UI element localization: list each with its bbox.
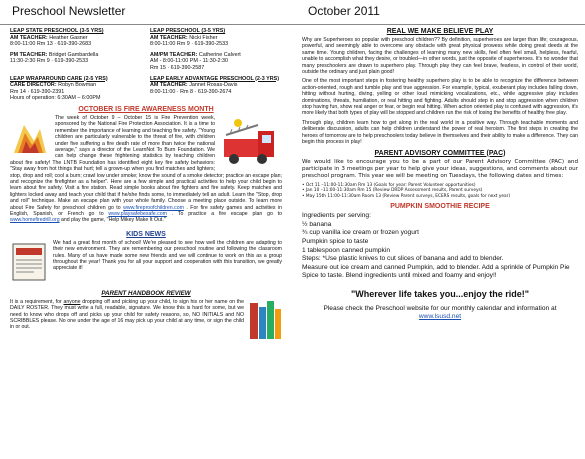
- staff-block: [10, 28, 142, 48]
- right-column: [302, 28, 578, 322]
- fire-awareness-text: The week of October 9 – October 15 is Fire Prevention week, sponsored by the National Fire Protection Association. It is a time to remember the importance of learning and teaching fire safety. "Young children are particularly vulnerable to the threat of fire, with children under five suffering a fire death rate of more than twice the national average," says a director of the LearnNot To Burn Foundation. We can help change these frightening statistics by teaching children about fire safety! The LNTB Foundation has identified eight key fire safety behaviors: "Stay away from hot things that hurt; tell a grown-up when you find matches and lighters; stop, drop and roll; cool a burn; crawl low under smoke; know the sound of a smoke detector; practice an escape plan; and recognize the firefighter as a helper". Here are a few simple and practical activities to help your child begin to learn about fire safety. Visit a fire station. Read simple books about fire fighters and fire safety. Keep matches and lighters locked away and teach your child that if he/she finds some, to immediately tell an adult. Learn the "Stop, drop and roll" technique. Make an escape plan with your whole family. Choose a meeting place outside. To learn more about Fire Safety for preschool children go to www.fireproofchildren.com . For fire safety games and activities in English, Spanish, or French go to www.playsafebesafe.com . To practice a fire escape plan go to www.homefiredrill.org and play the game, "Help Mikey Make It Out.": [10, 114, 282, 224]
- staff-line: AM/PM TEACHER: Catherine Calvert: [150, 51, 241, 58]
- staff-line: 8:00-11:00 · Rm 8 · 619-390-2674: [150, 88, 232, 95]
- staff-line: AM - 8:00-11:00 PM - 11:30-2:30: [150, 58, 229, 65]
- playsafebesafe-link[interactable]: www.playsafebesafe.com: [108, 211, 167, 218]
- staff-block: [150, 28, 282, 48]
- kids-news-heading: KIDS NEWS: [126, 230, 166, 238]
- homefiredrill-link[interactable]: www.homefiredrill.org: [10, 217, 60, 224]
- fire-truck-illustration: [220, 117, 282, 169]
- pac-meeting-list: [302, 183, 578, 200]
- handbook-review-heading: PARENT HANDBOOK REVIEW: [101, 289, 191, 297]
- newsletter-header: [0, 0, 585, 25]
- closing-text: Please check the Preschool website for our monthly calendar and information at www.lsusd.net: [323, 305, 557, 321]
- staff-section-title: LEAP STATE PRESCHOOL (3-5 YRS): [10, 28, 104, 34]
- handbook-review-text: It is a requirement, for anyone dropping off and picking up your child, to sign his or her name on the DAILY ROSTER. They must write a full, readable, signature. We know this is hard for some, but we need to know who drops off and picks up your child for safety reasons, so, NO INITIALS and NO SCRIBBLES please. No one under the age of 16 may pick up your child at any time, or sign the child in or out.: [10, 298, 244, 331]
- closing-quote: "Wherever life takes you...enjoy the ride!": [350, 289, 530, 300]
- fire-safety-illustration: [10, 115, 50, 157]
- pac-meeting-item: • May 15th 11:00-11:30am Room 13 (Review Parent surveys, ECERS results, goals for next year): [302, 193, 511, 199]
- staff-line: 8:00-11:00 Rm 9 · 619-390-2533: [150, 41, 229, 48]
- staff-directory: [10, 28, 282, 102]
- newsletter-date: October 2011: [308, 4, 380, 18]
- staff-section-title: LEAP WRAPAROUND CARE (2-5 YRS): [10, 75, 108, 82]
- recipe-line: ¾ cup vanilla ice cream or frozen yogurt: [302, 229, 419, 237]
- kids-news-text: We had a great first month of school! We're pleased to see how well the children are adapting to their new environment. They are remembering our preschool routine and following the classroom rules. Many of us have made some new friends and we will continue to work on this as a group throughout the year! Thank you for all your support and cooperation with this transition, we greatly appreciate it!: [53, 239, 282, 272]
- staff-line: 11:30-2:30 Rm 9 · 619-390-2533: [10, 58, 89, 65]
- make-believe-text-1: Why are Superheroes so popular with preschool children?? By definition, superheroes are larger than life; courageous, powerful, and seemingly able to overcome any obstacle with great physical prowess while doing great deeds at the same time. Young children, facing the challenges of learning many new skills, feel often feel small, helpless, fearful, unable to accomplish what they desire, or troubled—in other words, just the opposite of superheroes. It's no wonder that many preschoolers are drawn to superhero play. Through play they can feel brave, fearless, in control of their world, outside the ordinary and just plain good!: [302, 37, 578, 76]
- kids-news-newspaper-icon: [10, 240, 48, 284]
- staff-section-title: LEAP EARLY ADVANTAGE PRESCHOOL (2-3 YRS): [150, 75, 279, 82]
- staff-line: AM TEACHER: Heather Gasner: [10, 34, 88, 41]
- staff-block: [150, 52, 282, 72]
- smoothie-recipe: [302, 212, 578, 281]
- books-illustration: [248, 299, 282, 341]
- left-column: [10, 28, 282, 341]
- recipe-line: Pumpkin spice to taste: [302, 238, 369, 246]
- fireproofchildren-link[interactable]: www.fireproofchildren.com: [123, 204, 184, 211]
- fire-awareness-heading: OCTOBER IS FIRE AWARENESS MONTH: [78, 105, 214, 113]
- recipe-line: Measure out ice cream and canned Pumpkin, add to blender. Add a sprinkle of Pumpkin Pie Spice to taste. Blend ingredients until mixed and foamy and enjoy!!: [302, 263, 570, 280]
- staff-block: [10, 52, 142, 72]
- staff-line: Hours of operation: 6:30AM – 6:00PM: [10, 95, 101, 102]
- pac-meeting-item: • Jan 10 –11:00-11:30am Rm 15 (Review DRDP Assessment results, Parent surveys): [302, 188, 483, 194]
- recipe-line: ½ banana: [302, 220, 332, 228]
- recipe-line: Steps: *Use plastic knives to cut slices of banana and add to blender.: [302, 255, 504, 263]
- staff-block: [150, 76, 282, 102]
- staff-line: PM TEACHER: Bridget Gambardella: [10, 51, 99, 58]
- recipe-line: Ingredients per serving:: [302, 212, 371, 220]
- pac-heading: PARENT ADVISORY COMMITTEE (PAC): [374, 149, 506, 157]
- staff-line: AM TEACHER: Jannet Rosas-Davis: [150, 82, 238, 89]
- make-believe-text-2: One of the most important steps in fostering healthy superhero play is to be able to recognize the difference between action-oriented, rough and tumble play and true aggression. For example, typical, exuberant play includes falling down, hitting without hurting, diving, yelling or other loud mimicking vocalizations, etc., while aggressive play includes dominations, threats, humiliation, or real hitting and fighting. Adults should step in and stop aggression when children stop having fun, show real anger or fear, or begin real hitting. When action oriented play is confused with aggression, it's more likely that both types of play will be stopped and children run the risk of losing the benefits of healthy free play.: [302, 78, 578, 117]
- staff-block: [10, 76, 142, 102]
- pac-meeting-item: • Oct 11 –11:00-11:30am Rm 13 (Goals for year: Parent Volunteer opportunities): [302, 182, 476, 188]
- pac-text: We would like to encourage you to be a part of our Parent Advisory Committee (PAC) and participate in 3 meetings per year to help give your ideas, suggestions, and comments about our preschool program. This year we will be meeting on Tuesdays, the following dates and times:: [302, 158, 578, 179]
- smoothie-heading: PUMPKIN SMOOTHIE RECIPE: [390, 203, 490, 211]
- recipe-line: 1 tablespoon canned pumpkin: [302, 246, 390, 254]
- staff-line: Rm 14 · 619-390-2391: [10, 88, 65, 95]
- staff-line: Rm 15 · 619-390-2587: [150, 64, 205, 71]
- staff-line: AM TEACHER: Nicki Fisher: [150, 34, 218, 41]
- newsletter-title: Preschool Newsletter: [12, 4, 126, 18]
- staff-section-title: LEAP PRESCHOOL (3-5 YRS): [150, 28, 226, 34]
- make-believe-text-3: Through play, children learn how to get along in the real world in a positive way. Through teachable moments and deliberate discussion, adults can help children understand the power of real heroism. The first steps in creating the heroes of tomorrow are to help preschoolers today believe in themselves and their ability to make a difference. They can begin this process in play!: [302, 119, 578, 146]
- make-believe-heading: REAL WE MAKE BELIEVE PLAY: [386, 28, 494, 35]
- staff-line: 8:00-11:00 Rm 13 · 619-390-2683: [10, 41, 92, 48]
- staff-line: CARE DIRECTOR: Robyn Bowman: [10, 82, 97, 89]
- lsusd-website-link[interactable]: www.lsusd.net: [418, 313, 462, 321]
